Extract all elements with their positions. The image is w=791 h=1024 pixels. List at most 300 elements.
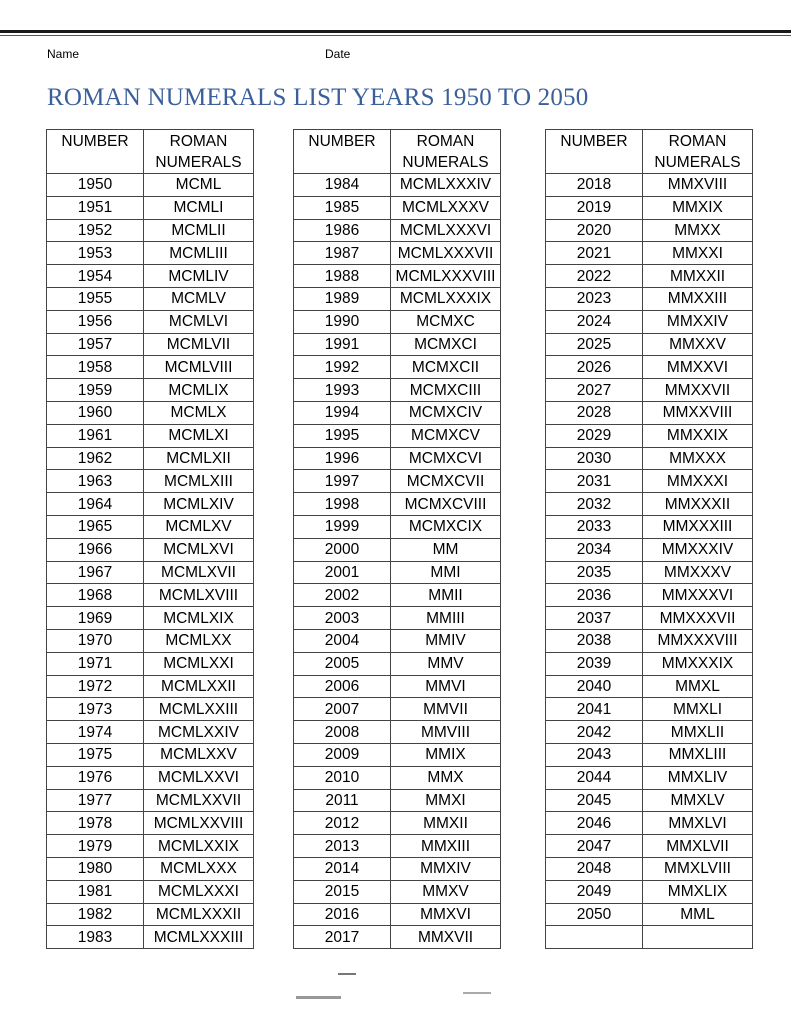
table-row — [294, 607, 501, 630]
roman-cell: MCMXCI — [391, 333, 501, 356]
table-row — [546, 812, 753, 835]
table-row — [546, 538, 753, 561]
table-row — [294, 652, 501, 675]
table-row — [294, 835, 501, 858]
roman-header: ROMAN NUMERALS — [643, 130, 753, 174]
number-cell: 2045 — [546, 789, 643, 812]
table-row — [546, 675, 753, 698]
roman-cell: MCMLXXIX — [144, 835, 254, 858]
roman-cell: MCMLX — [144, 401, 254, 424]
table-row — [294, 470, 501, 493]
number-cell: 1975 — [47, 743, 144, 766]
roman-cell: MCMXCVI — [391, 447, 501, 470]
roman-cell: MMXL — [643, 675, 753, 698]
number-cell: 2011 — [294, 789, 391, 812]
table-row — [294, 561, 501, 584]
table-row — [294, 515, 501, 538]
table-row — [47, 333, 254, 356]
table-row — [546, 652, 753, 675]
number-cell: 1977 — [47, 789, 144, 812]
number-cell: 1990 — [294, 310, 391, 333]
number-cell: 2022 — [546, 265, 643, 288]
table-row — [294, 675, 501, 698]
numerals-table-2 — [293, 129, 501, 949]
number-cell: 2008 — [294, 721, 391, 744]
roman-cell: MCMLXIII — [144, 470, 254, 493]
table-row — [47, 721, 254, 744]
roman-cell: MCMLI — [144, 196, 254, 219]
table-row — [47, 835, 254, 858]
number-cell: 1966 — [47, 538, 144, 561]
page-title: ROMAN NUMERALS LIST YEARS 1950 TO 2050 — [47, 84, 589, 111]
roman-cell: MMXLIX — [643, 880, 753, 903]
number-cell: 2005 — [294, 652, 391, 675]
roman-cell: MMIII — [391, 607, 501, 630]
number-cell: 1970 — [47, 629, 144, 652]
roman-cell: MCMLXVI — [144, 538, 254, 561]
number-cell: 2038 — [546, 629, 643, 652]
table-row — [294, 447, 501, 470]
number-cell: 2012 — [294, 812, 391, 835]
roman-header: ROMAN NUMERALS — [144, 130, 254, 174]
number-cell: 1976 — [47, 766, 144, 789]
table-row — [47, 880, 254, 903]
roman-cell: MCMLVIII — [144, 356, 254, 379]
roman-cell: MMXX — [643, 219, 753, 242]
number-cell: 1989 — [294, 287, 391, 310]
roman-cell: MMXVI — [391, 903, 501, 926]
table-row — [294, 743, 501, 766]
number-cell: 2002 — [294, 584, 391, 607]
table-row — [47, 584, 254, 607]
number-cell: 1951 — [47, 196, 144, 219]
name-label: Name — [47, 47, 80, 61]
number-cell: 1978 — [47, 812, 144, 835]
table-row — [47, 629, 254, 652]
table-row — [294, 424, 501, 447]
roman-cell: MCMLXXXV — [391, 196, 501, 219]
table-row — [294, 629, 501, 652]
roman-cell: MMXXXVIII — [643, 629, 753, 652]
number-cell: 1980 — [47, 857, 144, 880]
roman-cell: MMXLIII — [643, 743, 753, 766]
roman-cell: MMXXXVI — [643, 584, 753, 607]
table-row — [47, 675, 254, 698]
number-cell: 1998 — [294, 493, 391, 516]
roman-cell: MCMLXXXIII — [144, 926, 254, 949]
table-row — [294, 880, 501, 903]
roman-cell: MMXXVI — [643, 356, 753, 379]
roman-cell: MCMLXXIV — [144, 721, 254, 744]
roman-cell: MCMLXXXVI — [391, 219, 501, 242]
date-label: Date — [325, 47, 351, 61]
table-row — [546, 561, 753, 584]
number-cell: 1954 — [47, 265, 144, 288]
table-row — [47, 379, 254, 402]
roman-cell: MMII — [391, 584, 501, 607]
roman-cell: MMX — [391, 766, 501, 789]
table-row — [47, 174, 254, 197]
number-cell: 1993 — [294, 379, 391, 402]
table-row — [546, 265, 753, 288]
number-cell: 1950 — [47, 174, 144, 197]
number-cell: 2000 — [294, 538, 391, 561]
roman-cell: MCMLV — [144, 287, 254, 310]
roman-cell: MCMLIV — [144, 265, 254, 288]
table-row — [546, 356, 753, 379]
number-cell: 2033 — [546, 515, 643, 538]
roman-cell: MMXI — [391, 789, 501, 812]
roman-cell: MMVI — [391, 675, 501, 698]
table-row — [294, 356, 501, 379]
number-cell: 2001 — [294, 561, 391, 584]
table-row — [47, 812, 254, 835]
roman-cell: MCML — [144, 174, 254, 197]
number-cell: 2044 — [546, 766, 643, 789]
table-row — [47, 424, 254, 447]
roman-cell: MCMLXIV — [144, 493, 254, 516]
roman-cell: MCMLXXVII — [144, 789, 254, 812]
number-cell: 2025 — [546, 333, 643, 356]
table-row — [294, 789, 501, 812]
table-row — [546, 447, 753, 470]
number-cell: 2049 — [546, 880, 643, 903]
roman-cell: MMXXI — [643, 242, 753, 265]
number-cell: 2019 — [546, 196, 643, 219]
table-row — [47, 515, 254, 538]
roman-cell: MCMLXXVI — [144, 766, 254, 789]
number-cell: 2024 — [546, 310, 643, 333]
number-cell: 2036 — [546, 584, 643, 607]
roman-cell: MMXLII — [643, 721, 753, 744]
roman-cell: MMXIII — [391, 835, 501, 858]
number-cell: 1999 — [294, 515, 391, 538]
number-cell: 1979 — [47, 835, 144, 858]
table-row — [546, 607, 753, 630]
roman-cell: MMXXXIV — [643, 538, 753, 561]
table-row — [47, 607, 254, 630]
number-cell: 2009 — [294, 743, 391, 766]
number-cell: 1995 — [294, 424, 391, 447]
table-row — [47, 219, 254, 242]
number-cell: 2029 — [546, 424, 643, 447]
number-cell: 1974 — [47, 721, 144, 744]
roman-cell: MMXXVII — [643, 379, 753, 402]
roman-cell: MMV — [391, 652, 501, 675]
table-row — [546, 310, 753, 333]
scan-mark — [338, 973, 356, 975]
number-cell: 2035 — [546, 561, 643, 584]
number-cell: 2013 — [294, 835, 391, 858]
number-header: NUMBER — [47, 130, 144, 174]
table-row — [546, 401, 753, 424]
table-row — [546, 926, 753, 949]
number-cell: 2003 — [294, 607, 391, 630]
table-row — [294, 333, 501, 356]
table-row — [546, 174, 753, 197]
number-cell: 2047 — [546, 835, 643, 858]
roman-cell: MMXLI — [643, 698, 753, 721]
table-row — [294, 584, 501, 607]
roman-cell: MCMXCIV — [391, 401, 501, 424]
roman-cell: MMXV — [391, 880, 501, 903]
number-cell: 2017 — [294, 926, 391, 949]
number-cell: 1968 — [47, 584, 144, 607]
table-row — [47, 652, 254, 675]
table-row — [47, 493, 254, 516]
roman-cell: MMXXXI — [643, 470, 753, 493]
table-row — [294, 903, 501, 926]
table-row — [546, 287, 753, 310]
table-row — [294, 219, 501, 242]
roman-cell: MMXXVIII — [643, 401, 753, 424]
numerals-table-3 — [545, 129, 753, 949]
roman-cell: MMXIX — [643, 196, 753, 219]
table-row — [294, 287, 501, 310]
number-cell: 1967 — [47, 561, 144, 584]
roman-cell: MCMLXXXIX — [391, 287, 501, 310]
table-row — [546, 242, 753, 265]
roman-cell: MMIX — [391, 743, 501, 766]
number-cell: 1972 — [47, 675, 144, 698]
scan-mark — [463, 992, 491, 994]
table-row — [47, 447, 254, 470]
roman-cell: MCMXC — [391, 310, 501, 333]
roman-cell: MMXLV — [643, 789, 753, 812]
number-cell: 1971 — [47, 652, 144, 675]
number-cell: 1957 — [47, 333, 144, 356]
number-cell: 1996 — [294, 447, 391, 470]
roman-cell: MCMLXXXVIII — [391, 265, 501, 288]
number-cell: 1984 — [294, 174, 391, 197]
table-row — [546, 333, 753, 356]
table-row — [294, 721, 501, 744]
table-row — [546, 379, 753, 402]
number-cell: 2018 — [546, 174, 643, 197]
number-cell: 1961 — [47, 424, 144, 447]
number-cell: 1956 — [47, 310, 144, 333]
number-cell: 1987 — [294, 242, 391, 265]
roman-cell: MCMLII — [144, 219, 254, 242]
table-row — [546, 789, 753, 812]
table-row — [294, 196, 501, 219]
number-cell: 2014 — [294, 857, 391, 880]
roman-cell: MCMLXXXVII — [391, 242, 501, 265]
roman-cell: MMVII — [391, 698, 501, 721]
roman-cell: MMXVII — [391, 926, 501, 949]
roman-cell: MMVIII — [391, 721, 501, 744]
roman-cell: MMXXIV — [643, 310, 753, 333]
roman-cell: MM — [391, 538, 501, 561]
number-cell: 2020 — [546, 219, 643, 242]
table-row — [47, 766, 254, 789]
number-cell: 2027 — [546, 379, 643, 402]
table-row — [47, 743, 254, 766]
number-cell: 1969 — [47, 607, 144, 630]
table-row — [47, 265, 254, 288]
numerals-table-1 — [46, 129, 254, 949]
number-header: NUMBER — [546, 130, 643, 174]
roman-cell: MCMLXXXI — [144, 880, 254, 903]
roman-cell: MMXXIX — [643, 424, 753, 447]
roman-cell: MMXLVII — [643, 835, 753, 858]
table-row — [546, 721, 753, 744]
roman-cell: MMXXV — [643, 333, 753, 356]
number-cell: 1953 — [47, 242, 144, 265]
roman-cell: MCMLXXVIII — [144, 812, 254, 835]
number-cell: 2041 — [546, 698, 643, 721]
number-cell: 2026 — [546, 356, 643, 379]
number-cell: 2023 — [546, 287, 643, 310]
number-cell: 2028 — [546, 401, 643, 424]
roman-cell: MCMXCV — [391, 424, 501, 447]
number-cell: 2016 — [294, 903, 391, 926]
number-cell: 2031 — [546, 470, 643, 493]
table-row — [546, 743, 753, 766]
number-cell: 2040 — [546, 675, 643, 698]
roman-cell: MMXVIII — [643, 174, 753, 197]
roman-cell: MCMLXXXIV — [391, 174, 501, 197]
number-cell: 1982 — [47, 903, 144, 926]
number-cell: 1988 — [294, 265, 391, 288]
roman-header: ROMAN NUMERALS — [391, 130, 501, 174]
roman-cell: MMXXXV — [643, 561, 753, 584]
number-cell: 2039 — [546, 652, 643, 675]
table-row — [47, 561, 254, 584]
number-cell: 2046 — [546, 812, 643, 835]
table-row — [294, 265, 501, 288]
roman-cell: MCMLIX — [144, 379, 254, 402]
table-row — [47, 242, 254, 265]
roman-cell: MCMLXI — [144, 424, 254, 447]
roman-cell: MMXLIV — [643, 766, 753, 789]
number-cell: 2015 — [294, 880, 391, 903]
number-cell: 1994 — [294, 401, 391, 424]
number-cell: 2030 — [546, 447, 643, 470]
roman-cell: MCMLXXI — [144, 652, 254, 675]
roman-cell: MCMLIII — [144, 242, 254, 265]
table-row — [294, 698, 501, 721]
number-cell: 1997 — [294, 470, 391, 493]
table-row — [294, 766, 501, 789]
table-row — [47, 470, 254, 493]
number-cell: 1983 — [47, 926, 144, 949]
roman-cell: MCMLXXXII — [144, 903, 254, 926]
table-row — [294, 379, 501, 402]
table-row — [546, 584, 753, 607]
number-cell: 1985 — [294, 196, 391, 219]
roman-cell: MCMXCIX — [391, 515, 501, 538]
table-row — [546, 698, 753, 721]
roman-cell: MCMLXVII — [144, 561, 254, 584]
number-cell: 1962 — [47, 447, 144, 470]
roman-cell: MCMLXXII — [144, 675, 254, 698]
number-cell: 1958 — [47, 356, 144, 379]
number-cell: 2010 — [294, 766, 391, 789]
roman-cell: MMXII — [391, 812, 501, 835]
number-cell: 1959 — [47, 379, 144, 402]
table-row — [47, 287, 254, 310]
roman-cell: MMXLVI — [643, 812, 753, 835]
number-cell: 1964 — [47, 493, 144, 516]
roman-cell: MCMLXV — [144, 515, 254, 538]
roman-cell: MMXXXVII — [643, 607, 753, 630]
roman-cell: MMXXXIX — [643, 652, 753, 675]
number-header: NUMBER — [294, 130, 391, 174]
number-cell — [546, 926, 643, 949]
number-cell: 2048 — [546, 857, 643, 880]
table-row — [546, 835, 753, 858]
table-row — [47, 196, 254, 219]
table-row — [294, 310, 501, 333]
roman-cell: MML — [643, 903, 753, 926]
roman-cell — [643, 926, 753, 949]
number-cell: 1986 — [294, 219, 391, 242]
table-row — [546, 196, 753, 219]
scan-mark — [296, 996, 341, 999]
table-row — [546, 880, 753, 903]
roman-cell: MCMLXII — [144, 447, 254, 470]
number-cell: 2037 — [546, 607, 643, 630]
table-row — [546, 903, 753, 926]
number-cell: 2042 — [546, 721, 643, 744]
table-row — [546, 470, 753, 493]
table-row — [294, 174, 501, 197]
table-row — [47, 903, 254, 926]
roman-cell: MCMLVI — [144, 310, 254, 333]
roman-cell: MMXXII — [643, 265, 753, 288]
roman-cell: MCMLXXIII — [144, 698, 254, 721]
number-cell: 1991 — [294, 333, 391, 356]
table-row — [47, 789, 254, 812]
table-row — [47, 356, 254, 379]
number-cell: 2050 — [546, 903, 643, 926]
table-row — [294, 493, 501, 516]
roman-cell: MCMLXXX — [144, 857, 254, 880]
table-row — [546, 857, 753, 880]
roman-cell: MMXXXIII — [643, 515, 753, 538]
table-row — [47, 698, 254, 721]
number-cell: 1960 — [47, 401, 144, 424]
top-rule — [0, 30, 791, 33]
table-row — [546, 493, 753, 516]
roman-cell: MCMLXIX — [144, 607, 254, 630]
roman-cell: MCMXCIII — [391, 379, 501, 402]
roman-cell: MMXLVIII — [643, 857, 753, 880]
number-cell: 2043 — [546, 743, 643, 766]
number-cell: 1992 — [294, 356, 391, 379]
table-row — [47, 310, 254, 333]
table-row — [294, 812, 501, 835]
table-row — [47, 538, 254, 561]
roman-cell: MMI — [391, 561, 501, 584]
number-cell: 1965 — [47, 515, 144, 538]
table-row — [47, 401, 254, 424]
number-cell: 2006 — [294, 675, 391, 698]
table-row — [546, 219, 753, 242]
roman-cell: MCMLXX — [144, 629, 254, 652]
number-cell: 2032 — [546, 493, 643, 516]
table-row — [294, 857, 501, 880]
roman-cell: MMXXXII — [643, 493, 753, 516]
table-row — [294, 538, 501, 561]
roman-cell: MMXIV — [391, 857, 501, 880]
roman-cell: MCMXCII — [391, 356, 501, 379]
roman-cell: MCMLVII — [144, 333, 254, 356]
number-cell: 1981 — [47, 880, 144, 903]
top-rule-thin — [0, 35, 791, 36]
number-cell: 1963 — [47, 470, 144, 493]
